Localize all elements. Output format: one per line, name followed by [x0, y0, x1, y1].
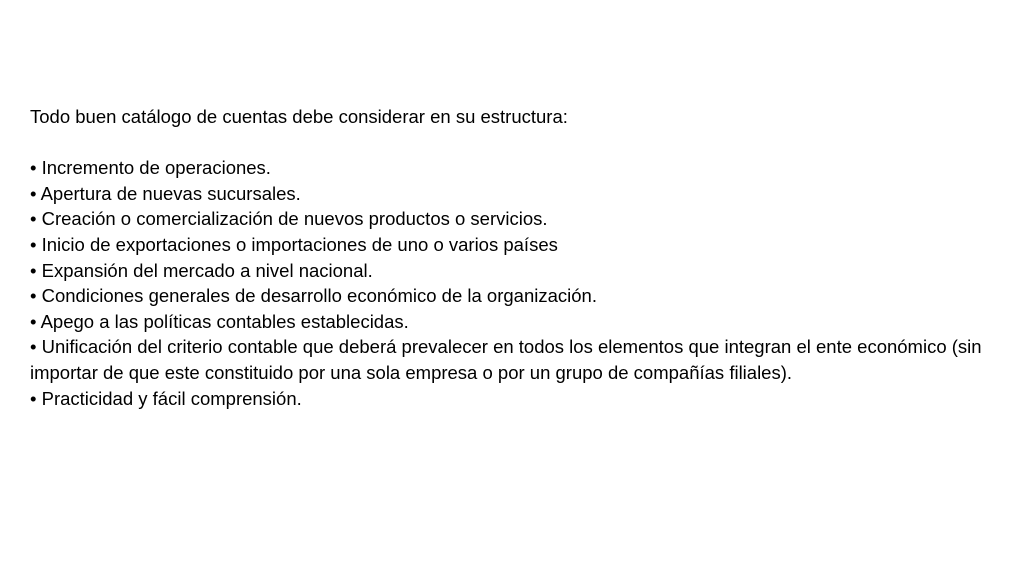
bullet-item: • Apego a las políticas contables establecidas. [30, 310, 409, 332]
bullet-item: • Incremento de operaciones. [30, 157, 271, 179]
intro-text: Todo buen catálogo de cuentas debe considerar en su estructura: [30, 106, 568, 127]
bullet-item: • Unificación del criterio contable que deberá prevalecer en todos los elementos que integran el ente económico (sin importar de que este constituido por una sola empresa o por un grupo de compañías filiales). [30, 336, 982, 383]
bullet-item: • Condiciones generales de desarrollo económico de la organización. [30, 285, 597, 307]
bullet-item: • Practicidad y fácil comprensión. [30, 387, 302, 409]
bullet-item: • Apertura de nuevas sucursales. [30, 182, 301, 204]
bullet-item: • Expansión del mercado a nivel nacional. [30, 259, 373, 281]
bullet-item: • Creación o comercialización de nuevos productos o servicios. [30, 208, 548, 230]
bullet-list [30, 155, 1000, 411]
slide-content [30, 104, 1000, 411]
bullet-item: • Inicio de exportaciones o importaciones de uno o varios países [30, 233, 558, 255]
